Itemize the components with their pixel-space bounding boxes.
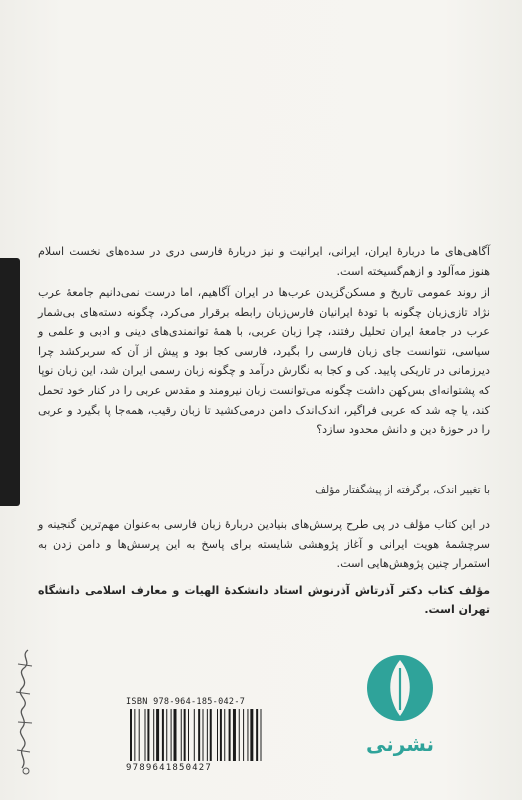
spine-edge: [0, 258, 20, 506]
publisher-emblem-icon: [365, 650, 435, 730]
isbn-label: ISBN 978-964-185-042-7: [126, 697, 246, 707]
barcode-area: [126, 697, 316, 777]
attribution-line: با تغییر اندک، برگرفته از پیشگفتار مؤلف: [315, 484, 490, 496]
author-note: مؤلف کتاب دکتر آذرتاش آذرنوش استاد دانشکدهٔ الهیات و معارف اسلامی دانشگاه تهران است.: [38, 584, 490, 616]
about-paragraph: در این کتاب مؤلف در پی طرح پرسش‌های بنیادین دربارهٔ زبان فارسی به‌عنوان مهم‌ترین گنجینه و سرچشمهٔ هویت ایرانی و آغاز پژوهشی شایسته برای پاسخ به این پرسش‌ها و دامن زدن به استمرار چنین پژوهش‌هایی است.: [38, 518, 490, 571]
main-paragraph: از روند عمومی تاریخ و مسکن‌گزیدن عرب‌ها در ایران آگاهیم، اما درست نمی‌دانیم جامعهٔ عرب نژاد تازی‌زبان چگونه با تودهٔ ایرانیان فارس‌زبان رابطه برقرار می‌کرد، چگونه دسته‌های بی‌شمار عرب در جامعهٔ ایران تحلیل رفتند، چرا زبان عربی، با همهٔ توانمندی‌های دینی و ادبی و علمی و سیاسی، نتوانست جای زبان فارسی را بگیرد، فارسی کجا بود و پیش از آن که سربرکشد چرا دیرزمانی در تاریکی پایید. کی و کجا به نگارش درآمد و چگونه زبان رسمی ایران شد، این زبان نوپا که پشتوانه‌ای بس‌کهن داشت چگونه می‌توانست زبان نیرومند و مقدس عربی را در کنار خود تحمل کند، یا چه شد که عربی فراگیر، اندک‌اندک دامن درمی‌کشید تا زبان رقیب، همه‌جا پا بگیرد و عربی را در حوزهٔ دین و دانش محدود سازد؟: [38, 286, 490, 437]
intro-paragraph: آگاهی‌های ما دربارهٔ ایران، ایرانی، ایرانیت و نیز دربارهٔ فارسی دری در سده‌های نخست اسلام هنوز مه‌آلود و ازهم‌گسیخته است.: [38, 245, 490, 278]
publisher-name: نشرنی: [365, 732, 435, 756]
barcode-number: 9789641850427: [126, 763, 213, 773]
designer-signature-icon: [6, 646, 40, 776]
barcode-icon: [126, 709, 316, 763]
publisher-logo: [365, 650, 435, 790]
